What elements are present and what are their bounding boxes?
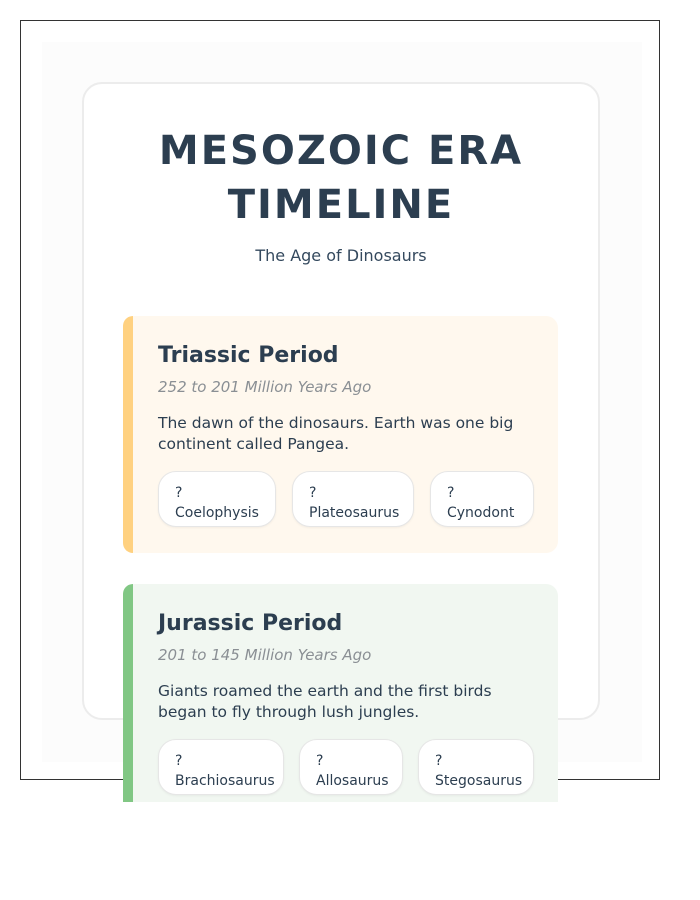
creature-chip-coelophysis[interactable] bbox=[158, 471, 276, 527]
creature-icon: ? bbox=[447, 485, 455, 501]
period-description: The dawn of the dinosaurs. Earth was one big continent called Pangea. bbox=[158, 414, 514, 453]
period-accent-bar bbox=[123, 584, 133, 802]
title-line-1: MESOZOIC ERA bbox=[158, 128, 524, 174]
page-title bbox=[82, 124, 600, 232]
creature-name: Stegosaurus bbox=[435, 773, 523, 789]
creature-icon: ? bbox=[309, 485, 317, 501]
creature-name: Coelophysis bbox=[175, 505, 259, 521]
period-title: Jurassic Period bbox=[158, 611, 343, 636]
creature-name: Cynodont bbox=[447, 505, 515, 521]
period-card-triassic bbox=[123, 316, 558, 553]
period-range: 201 to 145 Million Years Ago bbox=[158, 646, 372, 664]
creature-name: Brachiosaurus bbox=[175, 773, 275, 789]
creature-chip-brachiosaurus[interactable] bbox=[158, 739, 284, 795]
creature-chip-cynodont[interactable] bbox=[430, 471, 534, 527]
title-line-2: TIMELINE bbox=[227, 182, 455, 228]
period-card-jurassic bbox=[123, 584, 558, 802]
creature-chip-allosaurus[interactable] bbox=[299, 739, 403, 795]
creature-icon: ? bbox=[435, 753, 443, 769]
period-range: 252 to 201 Million Years Ago bbox=[158, 378, 372, 396]
creature-icon: ? bbox=[316, 753, 324, 769]
period-title: Triassic Period bbox=[158, 343, 339, 368]
creature-icon: ? bbox=[175, 753, 183, 769]
page-subtitle: The Age of Dinosaurs bbox=[255, 246, 427, 265]
creature-name: Allosaurus bbox=[316, 773, 389, 789]
creature-chip-stegosaurus[interactable] bbox=[418, 739, 534, 795]
period-description: Giants roamed the earth and the first birds began to fly through lush jungles. bbox=[158, 682, 492, 721]
period-accent-bar bbox=[123, 316, 133, 553]
creature-name: Plateosaurus bbox=[309, 505, 400, 521]
creature-chip-plateosaurus[interactable] bbox=[292, 471, 414, 527]
creature-icon: ? bbox=[175, 485, 183, 501]
